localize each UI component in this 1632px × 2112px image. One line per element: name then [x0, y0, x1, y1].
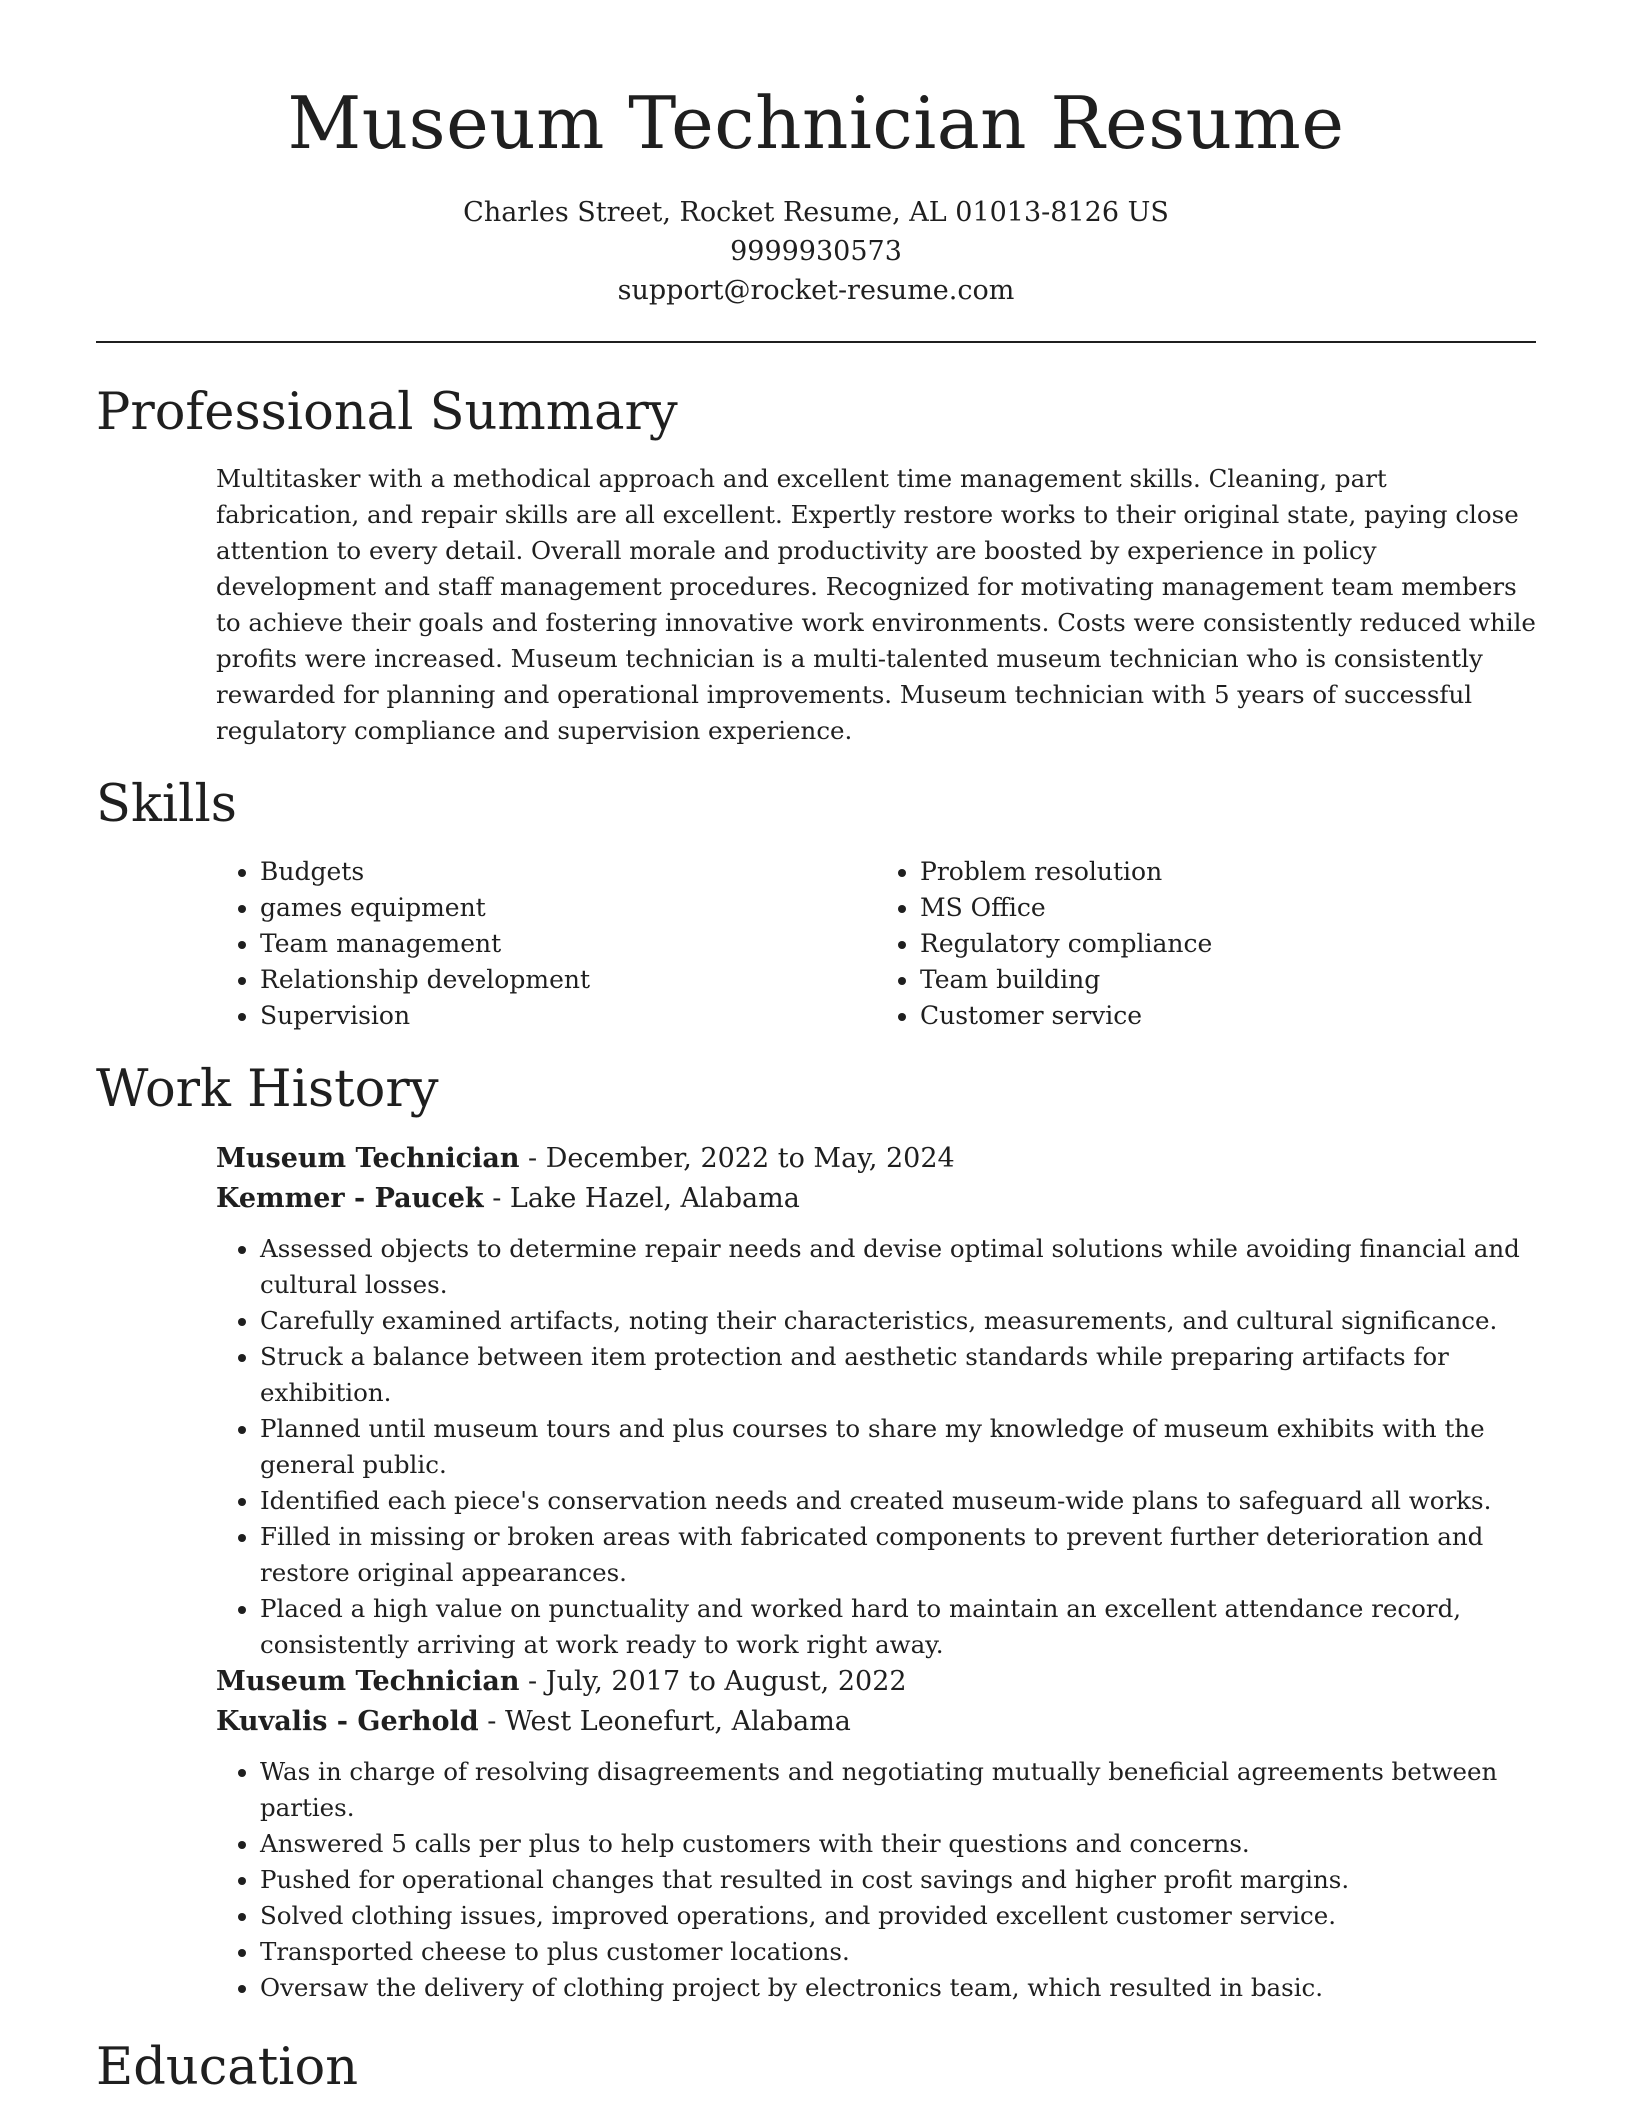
skill-item: • Relationship development — [260, 962, 876, 998]
job-bullet: • Was in charge of resolving disagreements and negotiating mutually beneficial agreements between parties. — [260, 1754, 1536, 1826]
job-location: - West Leonefurt, Alabama — [478, 1706, 851, 1737]
skills-heading: Skills — [96, 775, 237, 834]
job-dates: - July, 2017 to August, 2022 — [519, 1666, 907, 1697]
skills-column-right — [876, 854, 1536, 1034]
job-bullet: • Carefully examined artifacts, noting their characteristics, measurements, and cultural significance. — [260, 1303, 1536, 1339]
contact-info — [0, 193, 1632, 310]
skill-item: • Regulatory compliance — [920, 926, 1536, 962]
skill-item: • Problem resolution — [920, 854, 1536, 890]
job-bullet: • Pushed for operational changes that resulted in cost savings and higher profit margins. — [260, 1862, 1536, 1898]
job-company-line — [216, 1702, 1536, 1742]
skill-item: • Team management — [260, 926, 876, 962]
job-company: Kuvalis - Gerhold — [216, 1706, 479, 1737]
header-divider — [96, 341, 1536, 343]
job-bullets — [216, 1754, 1536, 2006]
resume-header — [0, 0, 1632, 310]
job-bullet: • Identified each piece's conservation needs and created museum-wide plans to safeguard all works. — [260, 1483, 1536, 1519]
skill-item: • Team building — [920, 962, 1536, 998]
job-title-line — [216, 1662, 1536, 1702]
education-heading: Education — [96, 2038, 359, 2097]
page-title: Museum Technician Resume — [287, 81, 1345, 165]
skill-item: • games equipment — [260, 890, 876, 926]
job-role: Museum Technician — [216, 1143, 520, 1174]
summary-text: Multitasker with a methodical approach and excellent time management skills. Cleaning, part fabrication, and repair skills are all excellent. Expertly restore works to their original state, paying close attention to every detail. Overall morale and productivity are boosted by experience in policy development and staff management procedures. Recognized for motivating management team members to achieve their goals and fostering innovative work environments. Costs were consistently reduced while profits were increased. Museum technician is a multi-talented museum technician who is consistently rewarded for planning and operational improvements. Museum technician with 5 years of successful regulatory compliance and supervision experience. — [216, 464, 1536, 745]
skills-list — [216, 854, 1536, 1034]
job-bullet: • Placed a high value on punctuality and worked hard to maintain an excellent attendance record, consistently arriving at work ready to work right away. — [260, 1591, 1536, 1663]
job-dates: - December, 2022 to May, 2024 — [519, 1143, 955, 1174]
work-history-heading: Work History — [96, 1060, 439, 1119]
skill-item: • Budgets — [260, 854, 876, 890]
job-company: Kemmer - Paucek — [216, 1183, 484, 1214]
job-role: Museum Technician — [216, 1666, 520, 1697]
job-bullets — [216, 1231, 1536, 1663]
contact-phone: 9999930573 — [730, 236, 902, 268]
job-title-line — [216, 1139, 1536, 1179]
job-bullet: • Planned until museum tours and plus courses to share my knowledge of museum exhibits with the general public. — [260, 1411, 1536, 1483]
skills-column-left — [216, 854, 876, 1034]
skill-item: • MS Office — [920, 890, 1536, 926]
contact-email[interactable]: support@rocket-resume.com — [617, 275, 1015, 307]
job-bullet: • Answered 5 calls per plus to help customers with their questions and concerns. — [260, 1826, 1536, 1862]
job-bullet: • Transported cheese to plus customer locations. — [260, 1934, 1536, 1970]
job-entry — [216, 1662, 1536, 2006]
job-bullet: • Solved clothing issues, improved operations, and provided excellent customer service. — [260, 1898, 1536, 1934]
job-bullet: • Struck a balance between item protection and aesthetic standards while preparing artifacts for exhibition. — [260, 1339, 1536, 1411]
skill-item: • Supervision — [260, 998, 876, 1034]
job-entry — [216, 1139, 1536, 1663]
job-company-line — [216, 1179, 1536, 1219]
summary-heading: Professional Summary — [96, 383, 678, 442]
job-location: - Lake Hazel, Alabama — [483, 1183, 800, 1214]
contact-address: Charles Street, Rocket Resume, AL 01013-8126 US — [463, 197, 1169, 229]
job-bullet: • Assessed objects to determine repair needs and devise optimal solutions while avoiding financial and cultural losses. — [260, 1231, 1536, 1303]
job-bullet: • Oversaw the delivery of clothing project by electronics team, which resulted in basic. — [260, 1970, 1536, 2006]
job-bullet: • Filled in missing or broken areas with fabricated components to prevent further deterioration and restore original appearances. — [260, 1519, 1536, 1591]
skill-item: • Customer service — [920, 998, 1536, 1034]
